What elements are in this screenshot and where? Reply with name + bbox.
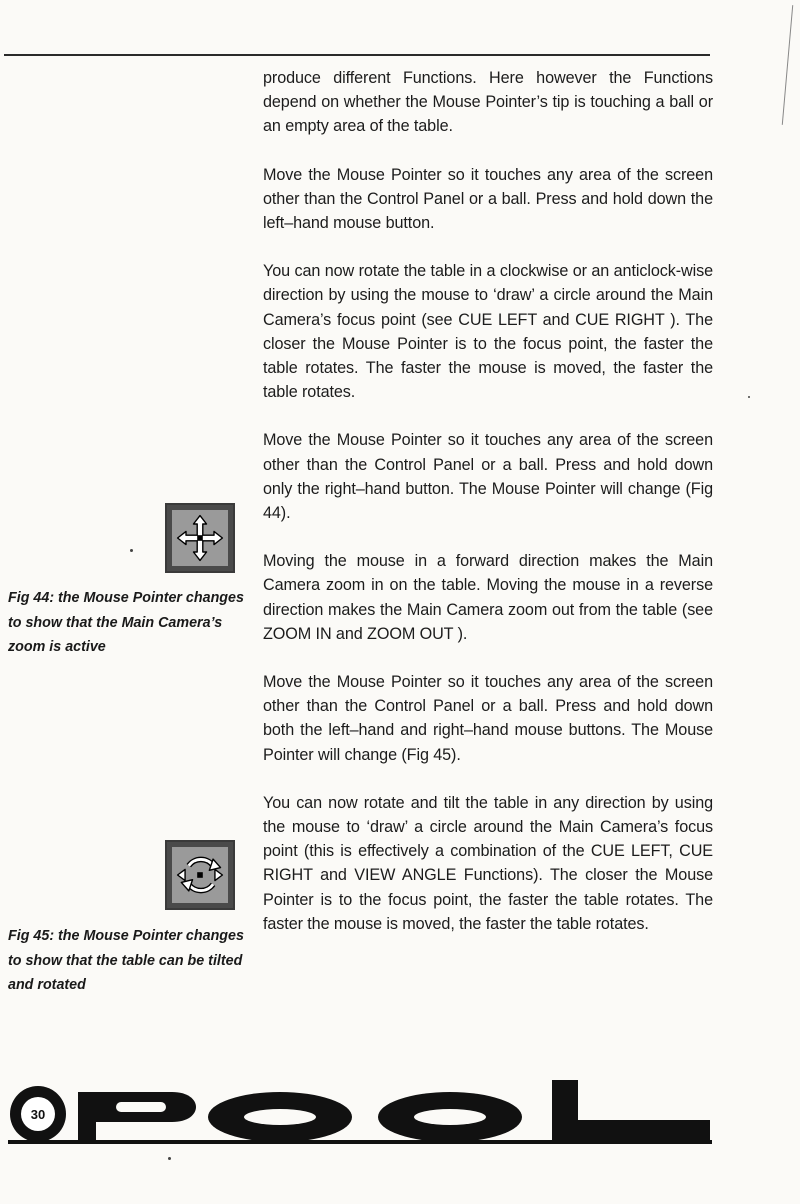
brand-logo xyxy=(74,1080,710,1142)
print-speck xyxy=(748,396,750,398)
paragraph: Move the Mouse Pointer so it touches any area of the screen other than the Control Panel or a ball. Press and hold down both the left–hand and right–hand mouse buttons. The Mouse Pointer will change (Fig 45). xyxy=(263,673,713,764)
fig-44-caption: Fig 44: the Mouse Pointer changes to show that the Main Camera’s zoom is active xyxy=(8,590,244,655)
print-speck xyxy=(168,1157,171,1160)
footer-rule xyxy=(8,1140,712,1144)
zoom-cursor-icon xyxy=(172,510,228,566)
print-speck xyxy=(130,549,133,552)
paragraph: Move the Mouse Pointer so it touches any area of the screen other than the Control Panel or a ball. Press and hold down the left–hand mouse button. xyxy=(263,165,713,233)
paragraph: Move the Mouse Pointer so it touches any area of the screen other than the Control Panel or a ball. Press and hold down only the right–hand button. The Mouse Pointer will change (Fig 44). xyxy=(263,431,713,523)
fig-44-image xyxy=(165,503,235,573)
paragraph: Moving the mouse in a forward direction makes the Main Camera zoom in on the table. Moving the mouse in a reverse direction makes the Main Camera zoom out from the table (see ZOOM IN and ZOOM OUT ). xyxy=(263,552,713,643)
logo-letter-p xyxy=(78,1092,196,1142)
paragraph: You can now rotate the table in a clockwise or an anticlock-wise direction by using the mouse to ‘draw’ a circle around the Main Camera’s focus point (see CUE LEFT and CUE RIGHT ). The closer the Mouse Pointer is to the focus point, the faster the table rotates. The faster the mouse is moved, the faster the table rotates. xyxy=(263,262,713,402)
footer xyxy=(8,1072,712,1144)
fig-45-image xyxy=(165,840,235,910)
main-text-column xyxy=(263,66,713,960)
logo-letter-o-2 xyxy=(378,1092,522,1142)
header-rule xyxy=(4,54,710,56)
rotate-tilt-cursor-icon xyxy=(172,847,228,903)
page-number: 30 xyxy=(21,1097,55,1131)
fig-45-caption: Fig 45: the Mouse Pointer changes to show that the table can be tilted and rotated xyxy=(8,928,244,993)
logo-letter-l xyxy=(552,1080,710,1142)
paragraph: produce different Functions. Here however the Functions depend on whether the Mouse Pointer’s tip is touching a ball or an empty area of the table. xyxy=(263,69,713,136)
page-number-badge xyxy=(10,1086,66,1142)
paragraph: You can now rotate and tilt the table in any direction by using the mouse to ‘draw’ a circle around the Main Camera’s focus point (this is effectively a combination of the CUE LEFT, CUE RIGHT and VIEW ANGLE Functions). The closer the Mouse Pointer is to the focus point, the faster the table rotates. The faster the mouse is moved, the faster the table rotates. xyxy=(263,793,713,933)
logo-letter-o-1 xyxy=(208,1092,352,1142)
page-edge-mark xyxy=(782,5,793,125)
